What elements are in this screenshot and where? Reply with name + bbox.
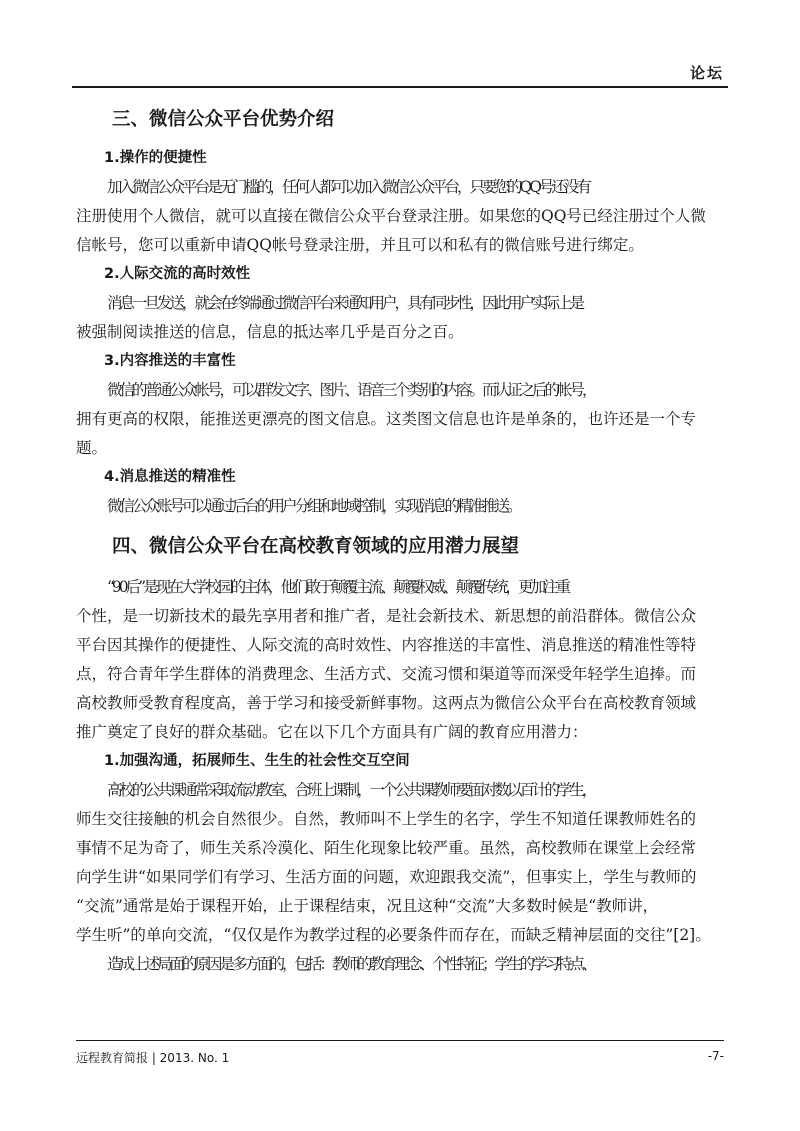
- text-line: 被强制阅读推送的信息，信息的抵达率几乎是百分之百。: [76, 323, 464, 341]
- text-line: 师生交往接触的机会自然很少。自然，教师叫不上学生的名字，学生不知道任课教师姓名的: [76, 810, 697, 828]
- text-line: “90后”是现在大学校园的主体，他们敢于颠覆主流、颠覆权威、颠覆传统，更加注重: [107, 578, 569, 596]
- text-line: 微信公众账号可以通过后台的用户分组和地域控制，实现消息的精准推送。: [107, 497, 520, 515]
- text-line: 消息一旦发送，就会在终端通过微信平台来通知用户，具有同步性，因此用户实际上是: [107, 294, 583, 312]
- section-3-title: 三、微信公众平台优势介绍: [112, 109, 335, 130]
- text-line: “交流”通常是始于课程开始，止于课程结束，况且这种“交流”大多数时候是“教师讲，: [76, 897, 659, 915]
- text-line: 造成上述局面的原因是多方面的，包括：教师的教育理念、个性特征；学生的学习特点、: [107, 955, 595, 973]
- section-3-item-4: [76, 463, 724, 521]
- header-tag: 论坛: [689, 64, 724, 82]
- section-4-intro: [76, 573, 724, 747]
- page-number: -7-: [707, 1049, 724, 1063]
- text-line: 推广奠定了良好的群众基础。它在以下几个方面具有广阔的教育应用潜力：: [76, 723, 588, 741]
- subheading: 3.内容推送的丰富性: [104, 353, 236, 369]
- text-line: 高校教师受教育程度高，善于学习和接受新鲜事物。这两点为微信公众平台在高校教育领域: [76, 694, 697, 712]
- journal-info: 远程教育简报 | 2013. No. 1: [76, 1051, 230, 1065]
- paragraph: [76, 492, 724, 521]
- subheading: 1.加强沟通，拓展师生、生生的社会性交互空间: [104, 753, 410, 769]
- text-line: 平台因其操作的便捷性、人际交流的高时效性、内容推送的丰富性、消息推送的精准性等特: [76, 636, 697, 654]
- footer-rule: [76, 1040, 724, 1041]
- text-line: 拥有更高的权限，能推送更漂亮的图文信息。这类图文信息也许是单条的，也许还是一个专: [76, 410, 697, 428]
- text-line: 个性，是一切新技术的最先享用者和推广者，是社会新技术、新思想的前沿群体。微信公众: [76, 607, 697, 625]
- section-4-title: 四、微信公众平台在高校教育领域的应用潜力展望: [112, 536, 520, 557]
- text-line: 注册使用个人微信，就可以直接在微信公众平台登录注册。如果您的QQ号已经注册过个人微: [76, 207, 706, 225]
- text-line: 点，符合青年学生群体的消费理念、生活方式、交流习惯和渠道等而深受年轻学生追捧。而: [76, 665, 697, 683]
- text-line: 学生听”的单向交流，“仅仅是作为教学过程的必要条件而存在，而缺乏精神层面的交往”[2]。: [76, 926, 711, 944]
- paragraph: [76, 376, 724, 463]
- section-3-item-1: [76, 144, 724, 260]
- text-line: 加入微信公众平台是无门槛的，任何人都可以加入微信公众平台，只要您的QQ号还没有: [107, 178, 589, 196]
- text-line: 事情不足为奇了，师生关系冷漠化、陌生化现象比较严重。虽然，高校教师在课堂上会经常: [76, 839, 697, 857]
- paragraph: [76, 776, 724, 950]
- header-rule: [72, 86, 728, 88]
- section-3-item-3: [76, 347, 724, 463]
- paragraph: [76, 173, 724, 260]
- text-line: 微信的普通公众帐号，可以群发文字、图片、语音三个类别的内容。而认证之后的帐号，: [107, 381, 595, 399]
- text-line: 高校的公共课通常采取流动教室、合班上课制，一个公共课教师要面对数以百计的学生，: [107, 781, 595, 799]
- subheading: 4.消息推送的精准性: [104, 469, 236, 485]
- article-body: [76, 96, 724, 979]
- text-line: 题。: [76, 439, 108, 457]
- subheading: 2.人际交流的高时效性: [104, 266, 251, 282]
- paragraph: [76, 289, 724, 347]
- text-line: 信帐号，您可以重新申请QQ帐号登录注册，并且可以和私有的微信账号进行绑定。: [76, 236, 644, 254]
- subheading: 1.操作的便捷性: [104, 150, 207, 166]
- section-3-item-2: [76, 260, 724, 347]
- text-line: 向学生讲“如果同学们有学习、生活方面的问题，欢迎跟我交流”，但事实上，学生与教师的: [76, 868, 697, 886]
- paragraph: [76, 950, 724, 979]
